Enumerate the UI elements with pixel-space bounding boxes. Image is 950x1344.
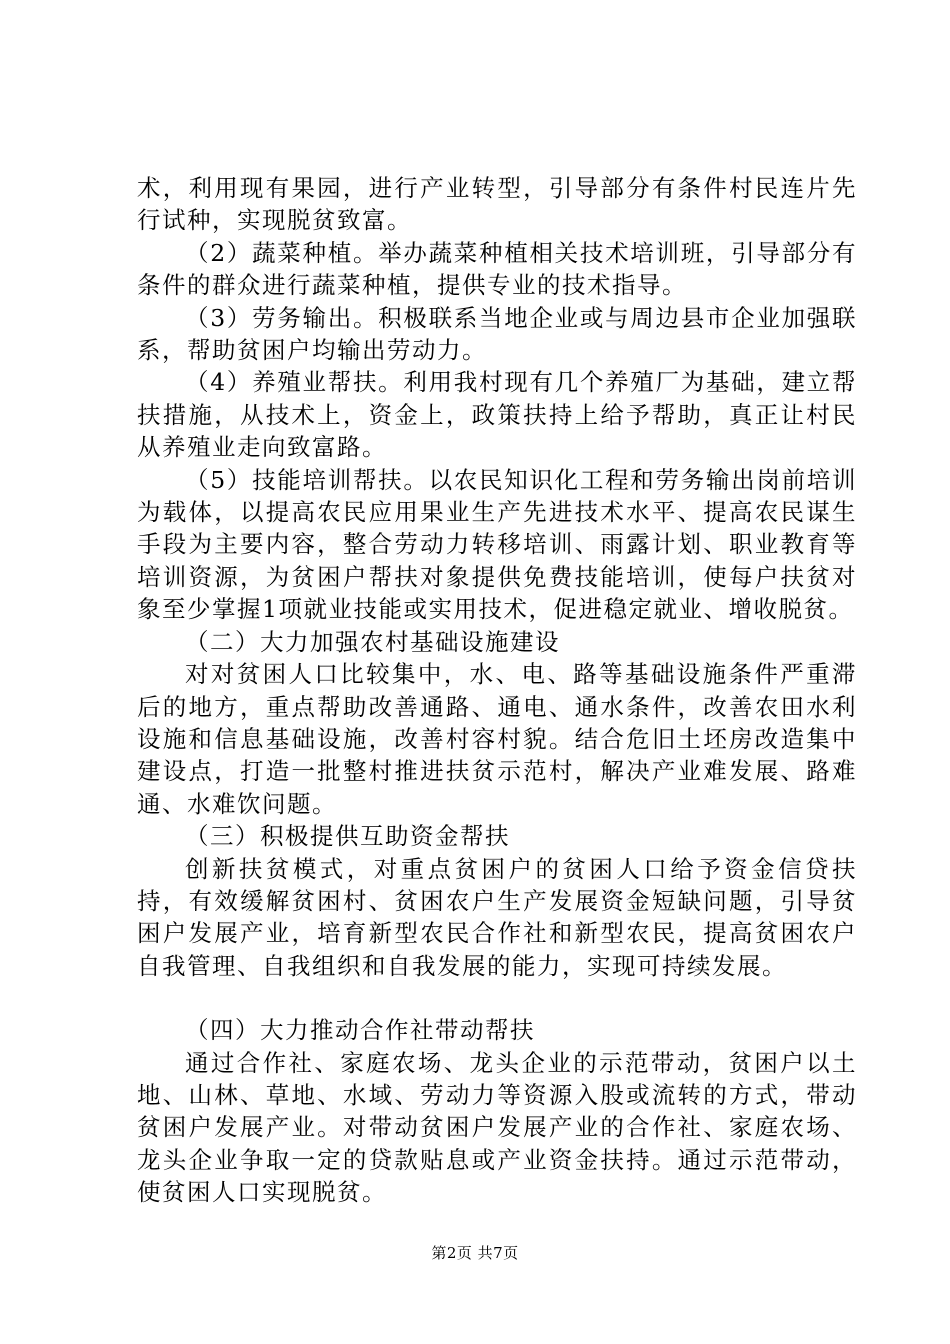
paragraph-mutual-funds: 创新扶贫模式，对重点贫困户的贫困人口给予资金信贷扶持，有效缓解贫困村、贫困农户生产发展资金短缺问题，引导贫困户发展产业，培育新型农民合作社和新型农民，提高贫困农户自我管理、自我组织和自我发展的能力，实现可持续发展。: [137, 854, 857, 980]
paragraph-infrastructure: 对对贫困人口比较集中，水、电、路等基础设施条件严重滞后的地方，重点帮助改善通路、通电、通水条件，改善农田水利设施和信息基础设施，改善村容村貌。结合危旧土坯房改造集中建设点，打造一批整村推进扶贫示范村，解决产业难发展、路难通、水难饮问题。: [137, 660, 857, 818]
paragraph-continuation: 术，利用现有果园，进行产业转型，引导部分有条件村民连片先行试种，实现脱贫致富。: [137, 174, 857, 235]
paragraph-labor-export: （3）劳务输出。积极联系当地企业或与周边县市企业加强联系，帮助贫困户均输出劳动力。: [137, 303, 857, 365]
paragraph-vegetable-planting: （2）蔬菜种植。举办蔬菜种植相关技术培训班，引导部分有条件的群众进行蔬菜种植，提供专业的技术指导。: [137, 238, 857, 300]
paragraph-cooperatives: 通过合作社、家庭农场、龙头企业的示范带动，贫困户以土地、山林、草地、水域、劳动力等资源入股或流转的方式，带动贫困户发展产业。对带动贫困户发展产业的合作社、家庭农场、龙头企业争取一定的贷款贴息或产业资金扶持。通过示范带动，使贫困人口实现脱贫。: [137, 1048, 857, 1207]
document-body: [137, 172, 857, 1209]
section-heading-cooperatives: （四）大力推动合作社带动帮扶: [185, 1016, 535, 1045]
page-footer: 第2页 共7页: [431, 1244, 519, 1262]
section-heading-infrastructure: （二）大力加强农村基础设施建设: [185, 627, 560, 656]
paragraph-skills-training: （5）技能培训帮扶。以农民知识化工程和劳务输出岗前培训为载体，以提高农民应用果业生产先进技术水平、提高农民谋生手段为主要内容，整合劳动力转移培训、雨露计划、职业教育等培训资源，为贫困户帮扶对象提供免费技能培训，使每户扶贫对象至少掌握1项就业技能或实用技术，促进稳定就业、增收脱贫。: [137, 465, 857, 624]
section-heading-mutual-funds: （三）积极提供互助资金帮扶: [185, 822, 510, 851]
paragraph-breeding-support: （4）养殖业帮扶。利用我村现有几个养殖厂为基础，建立帮扶措施，从技术上，资金上，政策扶持上给予帮助，真正让村民从养殖业走向致富路。: [137, 368, 857, 462]
